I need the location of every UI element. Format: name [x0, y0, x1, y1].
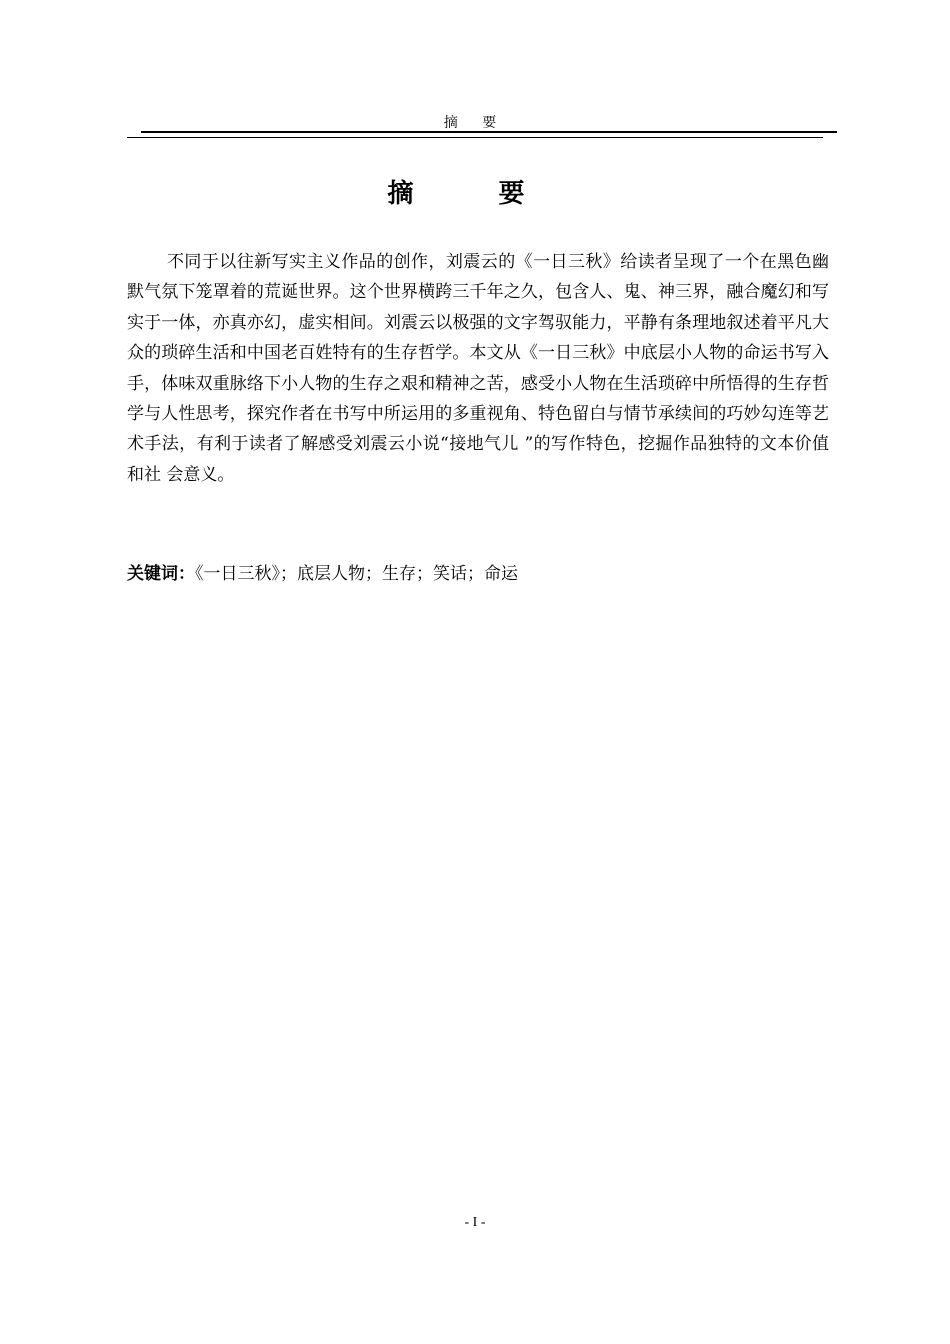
header-rule-thick [141, 131, 837, 133]
keywords-value: 《一日三秋》；底层人物；生存；笑话；命运 [195, 564, 518, 584]
keywords-line [127, 561, 823, 587]
page-title: 摘 要 [387, 179, 563, 209]
page-number: - I - [464, 1215, 486, 1230]
abstract-paragraph: 不同于以往新写实主义作品的创作，刘震云的《一日三秋》给读者呈现了一个在黑色幽默气氛下笼罩着的荒诞世界。这个世界横跨三千年之久，包含人、鬼、神三界，融合魔幻和写实于一体，亦真亦幻，虚实相间。刘震云以极强的文字驾驭能力，平静有条理地叙述着平凡大众的琐碎生活和中国老百姓特有的生存哲学。本文从《一日三秋》中底层小人物的命运书写入手，体味双重脉络下小人物的生存之艰和精神之苦，感受小人物在生活琐碎中所悟得的生存哲学与人性思考，探究作者在书写中所运用的多重视角、特色留白与情节承续间的巧妙勾连等艺术手法，有利于读者了解感受刘震云小说“接地气儿 ”的写作特色，挖掘作品独特的文本价值和社 会意义。 [127, 252, 829, 485]
running-header: 摘 要 [443, 115, 507, 131]
header-rule-thin [127, 137, 823, 138]
keywords-label: 关键词： [127, 564, 195, 584]
